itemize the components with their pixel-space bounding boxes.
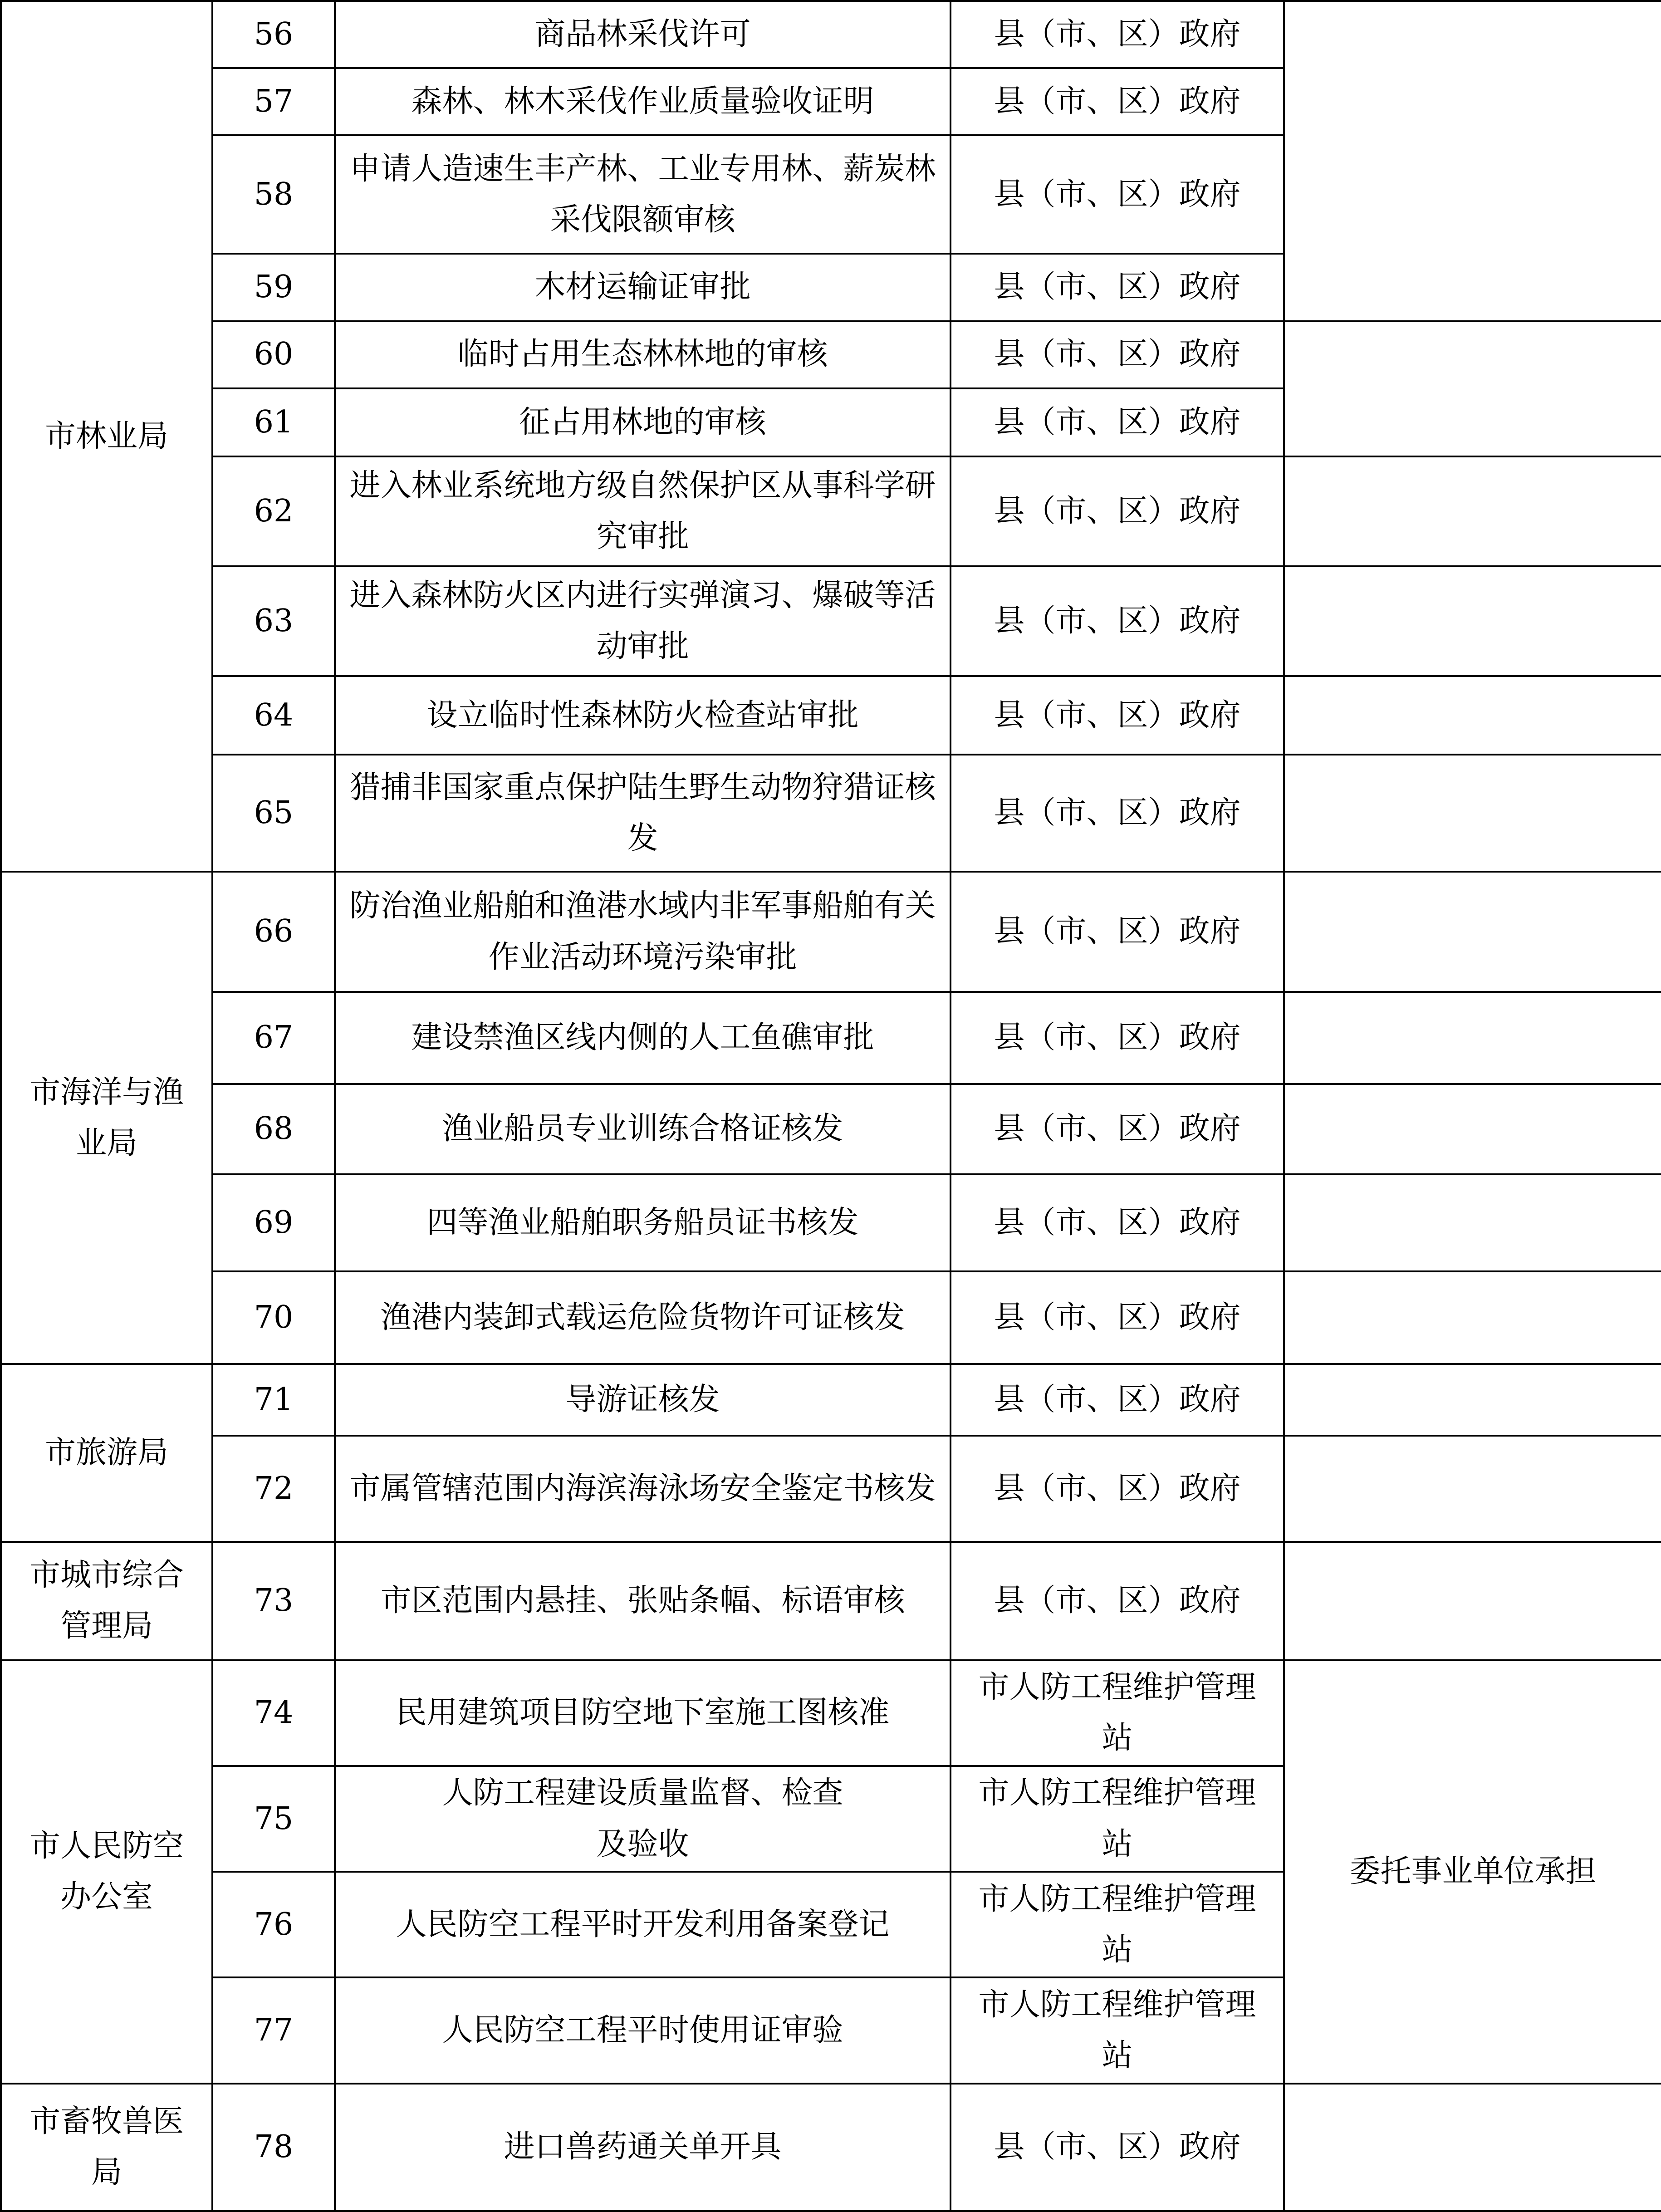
table-row — [1, 1436, 1661, 1541]
table-row — [1, 1271, 1661, 1364]
item-name — [335, 1766, 951, 1872]
note-cell — [1284, 1542, 1661, 1660]
department-name: 市畜牧兽医局 — [29, 2104, 184, 2191]
item-name: 市属管辖范围内海滨海泳场安全鉴定书核发 — [335, 1436, 951, 1541]
handling-agency: 县（市、区）政府 — [951, 135, 1284, 254]
item-number: 73 — [212, 1542, 335, 1660]
item-number: 63 — [212, 566, 335, 676]
department-name: 市城市综合管理局 — [29, 1557, 184, 1644]
delegation-note: 委托事业单位承担 — [1349, 1854, 1597, 1890]
item-number: 64 — [212, 676, 335, 755]
handling-agency: 市人防工程维护管理站 — [951, 1977, 1284, 2083]
item-number: 57 — [212, 68, 335, 135]
department-name: 市林业局 — [44, 418, 168, 454]
note-cell — [1284, 1660, 1661, 2084]
note-cell — [1284, 1, 1661, 321]
handling-agency: 市人防工程维护管理站 — [951, 1766, 1284, 1872]
note-cell — [1284, 321, 1661, 456]
item-name: 人民防空工程平时开发利用备案登记 — [335, 1872, 951, 1977]
handling-agency: 县（市、区）政府 — [951, 992, 1284, 1084]
note-cell — [1284, 456, 1661, 566]
note-cell — [1284, 992, 1661, 1084]
item-number: 71 — [212, 1364, 335, 1436]
table-row — [1, 321, 1661, 388]
note-cell — [1284, 2084, 1661, 2211]
item-name: 临时占用生态林林地的审核 — [335, 321, 951, 388]
item-number: 58 — [212, 135, 335, 254]
handling-agency: 县（市、区）政府 — [951, 68, 1284, 135]
handling-agency: 县（市、区）政府 — [951, 1364, 1284, 1436]
item-name: 木材运输证审批 — [335, 254, 951, 321]
item-name: 申请人造速生丰产林、工业专用林、薪炭林采伐限额审核 — [335, 135, 951, 254]
item-name: 进口兽药通关单开具 — [335, 2084, 951, 2211]
handling-agency: 县（市、区）政府 — [951, 1542, 1284, 1660]
handling-agency: 县（市、区）政府 — [951, 1, 1284, 68]
handling-agency: 县（市、区）政府 — [951, 456, 1284, 566]
item-number: 78 — [212, 2084, 335, 2211]
department-cell — [1, 2084, 212, 2211]
table-row — [1, 1660, 1661, 1766]
table-row — [1, 1084, 1661, 1174]
item-number: 77 — [212, 1977, 335, 2083]
item-number: 62 — [212, 456, 335, 566]
handling-agency: 县（市、区）政府 — [951, 755, 1284, 872]
item-name: 进入林业系统地方级自然保护区从事科学研究审批 — [335, 456, 951, 566]
department-cell — [1, 1364, 212, 1541]
item-number: 65 — [212, 755, 335, 872]
department-cell — [1, 1542, 212, 1660]
item-name: 导游证核发 — [335, 1364, 951, 1436]
handling-agency: 县（市、区）政府 — [951, 1084, 1284, 1174]
table-row — [1, 1, 1661, 68]
item-name: 猎捕非国家重点保护陆生野生动物狩猎证核发 — [335, 755, 951, 872]
department-name: 市旅游局 — [44, 1434, 168, 1471]
item-name: 进入森林防火区内进行实弹演习、爆破等活动审批 — [335, 566, 951, 676]
note-cell — [1284, 872, 1661, 991]
handling-agency: 县（市、区）政府 — [951, 676, 1284, 755]
handling-agency: 市人防工程维护管理站 — [951, 1660, 1284, 1766]
table-row — [1, 566, 1661, 676]
item-number: 61 — [212, 388, 335, 456]
table-row — [1, 755, 1661, 872]
handling-agency: 县（市、区）政府 — [951, 388, 1284, 456]
department-name: 市海洋与渔业局 — [29, 1074, 184, 1161]
note-cell — [1284, 1084, 1661, 1174]
handling-agency: 县（市、区）政府 — [951, 321, 1284, 388]
item-number: 67 — [212, 992, 335, 1084]
item-name: 建设禁渔区线内侧的人工鱼礁审批 — [335, 992, 951, 1084]
item-name: 防治渔业船舶和渔港水域内非军事船舶有关作业活动环境污染审批 — [335, 872, 951, 991]
note-cell — [1284, 676, 1661, 755]
item-number: 70 — [212, 1271, 335, 1364]
note-cell — [1284, 1364, 1661, 1436]
item-name-text: 人防工程建设质量监督、检查及验收 — [442, 1775, 843, 1862]
department-cell — [1, 872, 212, 1364]
item-name: 渔港内装卸式载运危险货物许可证核发 — [335, 1271, 951, 1364]
note-cell — [1284, 1271, 1661, 1364]
note-cell — [1284, 1436, 1661, 1541]
item-name: 商品林采伐许可 — [335, 1, 951, 68]
note-cell — [1284, 755, 1661, 872]
note-cell — [1284, 566, 1661, 676]
handling-agency: 县（市、区）政府 — [951, 1436, 1284, 1541]
item-name: 设立临时性森林防火检查站审批 — [335, 676, 951, 755]
table-row — [1, 1542, 1661, 1660]
handling-agency: 市人防工程维护管理站 — [951, 1872, 1284, 1977]
item-name: 渔业船员专业训练合格证核发 — [335, 1084, 951, 1174]
item-name: 市区范围内悬挂、张贴条幅、标语审核 — [335, 1542, 951, 1660]
item-number: 56 — [212, 1, 335, 68]
table-row — [1, 872, 1661, 991]
handling-agency: 县（市、区）政府 — [951, 566, 1284, 676]
department-cell — [1, 1660, 212, 2084]
item-number: 60 — [212, 321, 335, 388]
item-number: 59 — [212, 254, 335, 321]
handling-agency: 县（市、区）政府 — [951, 1174, 1284, 1271]
handling-agency: 县（市、区）政府 — [951, 254, 1284, 321]
handling-agency: 县（市、区）政府 — [951, 2084, 1284, 2211]
item-name: 四等渔业船舶职务船员证书核发 — [335, 1174, 951, 1271]
department-name: 市人民防空办公室 — [29, 1828, 184, 1915]
item-number: 74 — [212, 1660, 335, 1766]
item-number: 75 — [212, 1766, 335, 1872]
item-name: 民用建筑项目防空地下室施工图核准 — [335, 1660, 951, 1766]
item-number: 66 — [212, 872, 335, 991]
item-number: 76 — [212, 1872, 335, 1977]
item-number: 72 — [212, 1436, 335, 1541]
table-row — [1, 1174, 1661, 1271]
handling-agency: 县（市、区）政府 — [951, 872, 1284, 991]
handling-agency: 县（市、区）政府 — [951, 1271, 1284, 1364]
item-name: 人民防空工程平时使用证审验 — [335, 1977, 951, 2083]
table-row — [1, 676, 1661, 755]
item-name: 森林、林木采伐作业质量验收证明 — [335, 68, 951, 135]
item-number: 68 — [212, 1084, 335, 1174]
item-name: 征占用林地的审核 — [335, 388, 951, 456]
note-cell — [1284, 1174, 1661, 1271]
table-row — [1, 992, 1661, 1084]
table-row — [1, 456, 1661, 566]
department-cell — [1, 1, 212, 872]
table-row — [1, 2084, 1661, 2211]
item-number: 69 — [212, 1174, 335, 1271]
table-row — [1, 1364, 1661, 1436]
